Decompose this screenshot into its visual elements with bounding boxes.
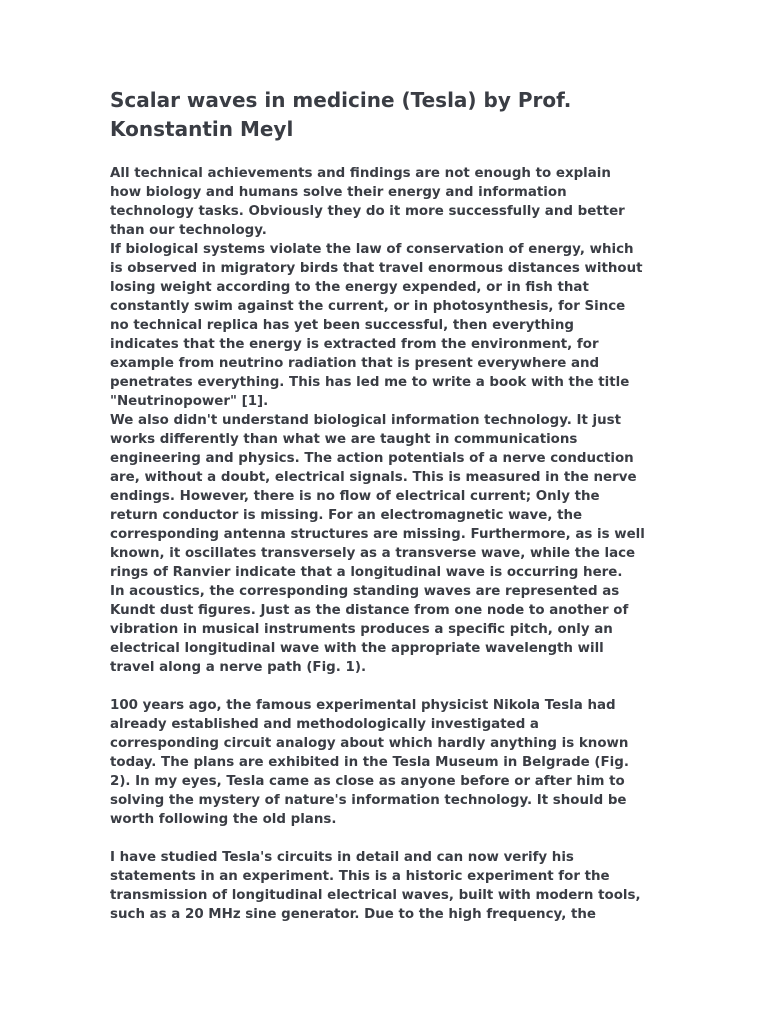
text-line: corresponding circuit analogy about which hardly anything is known xyxy=(110,736,629,751)
text-line: electrical longitudinal wave with the appropriate wavelength will xyxy=(110,641,604,656)
text-line: constantly swim against the current, or in photosynthesis, for Since xyxy=(110,299,626,314)
text-line: example from neutrino radiation that is present everywhere and xyxy=(110,356,600,371)
article-body xyxy=(110,164,670,924)
page-title xyxy=(110,86,670,144)
text-line: 100 years ago, the famous experimental physicist Nikola Tesla had xyxy=(110,698,616,713)
text-line: In acoustics, the corresponding standing waves are represented as xyxy=(110,584,620,599)
text-line: than our technology. xyxy=(110,223,267,238)
text-line: technology tasks. Obviously they do it more successfully and better xyxy=(110,204,625,219)
text-line: is observed in migratory birds that travel enormous distances without xyxy=(110,261,643,276)
title-line-2: Konstantin Meyl xyxy=(110,117,294,141)
text-line: If biological systems violate the law of conservation of energy, which xyxy=(110,242,634,257)
text-line: rings of Ranvier indicate that a longitudinal wave is occurring here. xyxy=(110,565,623,580)
paragraph-2 xyxy=(110,696,670,829)
text-line: endings. However, there is no flow of electrical current; Only the xyxy=(110,489,600,504)
text-line: losing weight according to the energy expended, or in fish that xyxy=(110,280,589,295)
text-line: indicates that the energy is extracted from the environment, for xyxy=(110,337,599,352)
text-line: worth following the old plans. xyxy=(110,812,337,827)
text-line: no technical replica has yet been successful, then everything xyxy=(110,318,574,333)
paragraph-gap xyxy=(110,677,670,696)
text-line: return conductor is missing. For an electromagnetic wave, the xyxy=(110,508,583,523)
text-line: engineering and physics. The action potentials of a nerve conduction xyxy=(110,451,634,466)
text-line: All technical achievements and findings are not enough to explain xyxy=(110,166,611,181)
text-line: Kundt dust figures. Just as the distance from one node to another of xyxy=(110,603,629,618)
text-line: statements in an experiment. This is a historic experiment for the xyxy=(110,869,610,884)
text-line: already established and methodologically investigated a xyxy=(110,717,539,732)
text-line: works differently than what we are taught in communications xyxy=(110,432,578,447)
text-line: I have studied Tesla's circuits in detail and can now verify his xyxy=(110,850,574,865)
paragraph-gap xyxy=(110,829,670,848)
text-line: transmission of longitudinal electrical waves, built with modern tools, xyxy=(110,888,641,903)
text-line: solving the mystery of nature's information technology. It should be xyxy=(110,793,627,808)
text-line: travel along a nerve path (Fig. 1). xyxy=(110,660,367,675)
paragraph-1 xyxy=(110,164,670,677)
text-line: today. The plans are exhibited in the Tesla Museum in Belgrade (Fig. xyxy=(110,755,629,770)
text-line: are, without a doubt, electrical signals. This is measured in the nerve xyxy=(110,470,637,485)
text-line: known, it oscillates transversely as a transverse wave, while the lace xyxy=(110,546,636,561)
paragraph-3 xyxy=(110,848,670,924)
text-line: vibration in musical instruments produces a specific pitch, only an xyxy=(110,622,613,637)
text-line: corresponding antenna structures are missing. Furthermore, as is well xyxy=(110,527,645,542)
text-line: penetrates everything. This has led me to write a book with the title xyxy=(110,375,630,390)
text-line: "Neutrinopower" [1]. xyxy=(110,394,269,409)
text-line: how biology and humans solve their energy and information xyxy=(110,185,567,200)
title-line-1: Scalar waves in medicine (Tesla) by Prof. xyxy=(110,88,572,112)
text-line: We also didn't understand biological information technology. It just xyxy=(110,413,622,428)
text-line: such as a 20 MHz sine generator. Due to the high frequency, the xyxy=(110,907,596,922)
text-line: 2). In my eyes, Tesla came as close as anyone before or after him to xyxy=(110,774,625,789)
